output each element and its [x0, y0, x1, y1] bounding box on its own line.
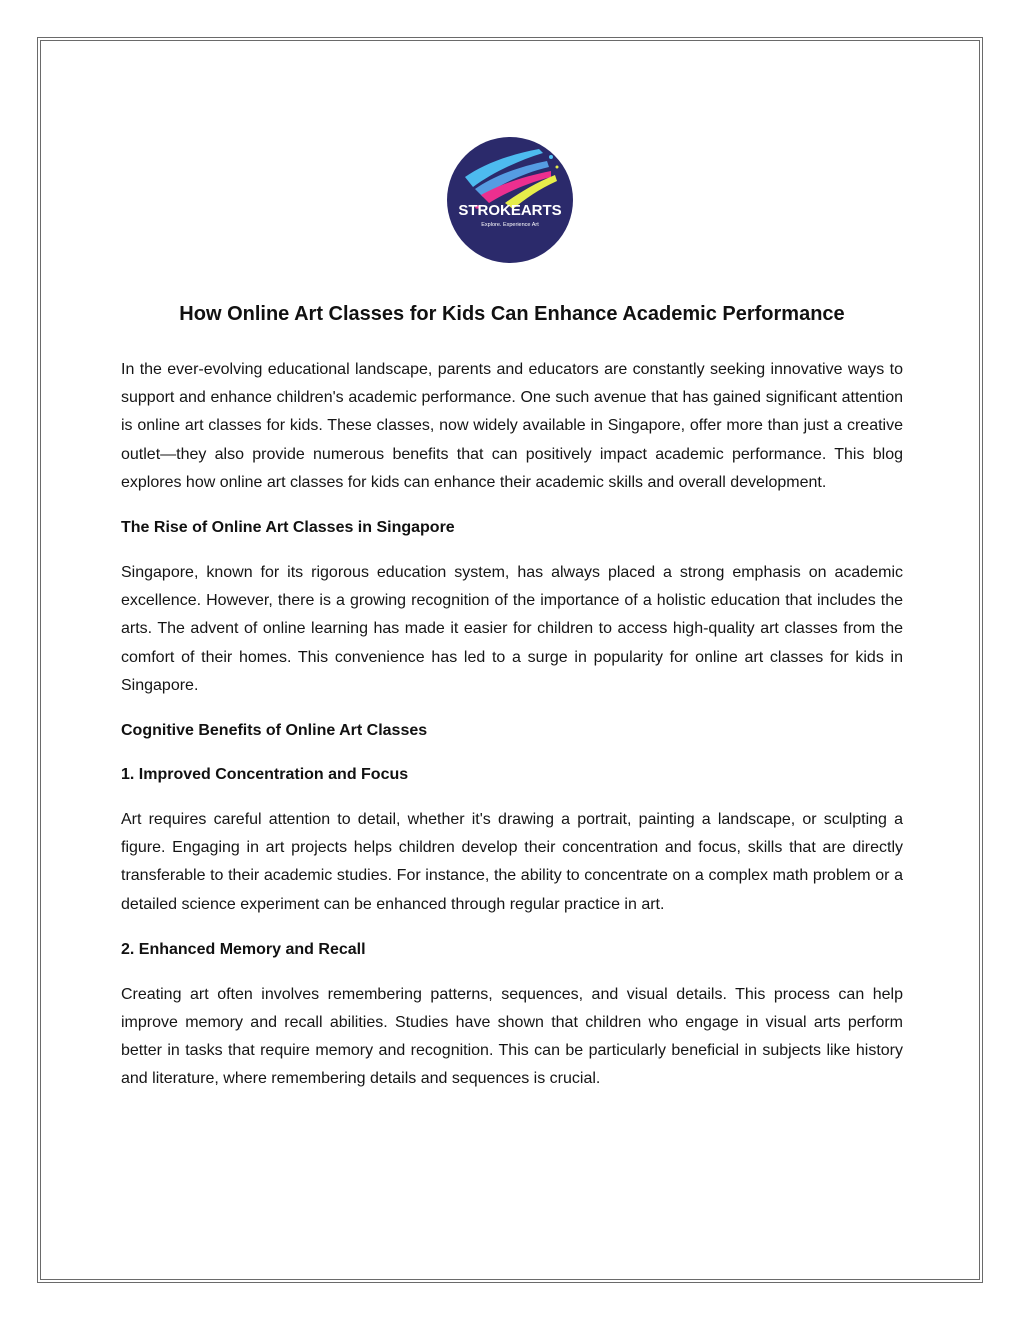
logo-graphic — [447, 137, 573, 263]
subsection-heading-concentration: 1. Improved Concentration and Focus — [121, 766, 409, 784]
document-title: How Online Art Classes for Kids Can Enhance Academic Performance — [179, 303, 845, 325]
document-body — [121, 300, 903, 1112]
logo-brand-text: STROKEARTS — [458, 202, 562, 219]
splatter-dot — [549, 155, 553, 159]
subsection-heading-memory: 2. Enhanced Memory and Recall — [121, 940, 366, 958]
subsection-paragraph-concentration: Art requires careful attention to detail, whether it's drawing a portrait, painting a landscape, or sculpting a figure. Engaging in art projects helps children develop their concentration and focus, skills that are directly transferable to their academic studies. For instance, the ability to concentrate on a complex math problem or a detailed science experiment can be enhanced through regular practice in art. — [121, 811, 903, 913]
section-heading-rise: The Rise of Online Art Classes in Singapore — [121, 519, 455, 537]
subsection-paragraph-memory: Creating art often involves remembering patterns, sequences, and visual details. This process can help improve memory and recall abilities. Studies have shown that children who engage in visual arts perform better in tasks that require memory and recognition. This can be particularly beneficial in subjects like history and literature, where remembering details and sequences is crucial. — [121, 985, 903, 1088]
strokearts-logo — [447, 137, 573, 263]
section-paragraph-rise: Singapore, known for its rigorous education system, has always placed a strong emphasis on academic excellence. However, there is a growing recognition of the importance of a holistic education that includes the arts. The advent of online learning has made it easier for children to access high-quality art classes from the comfort of their homes. This convenience has led to a surge in popularity for online art classes for kids in Singapore. — [121, 564, 903, 694]
section-heading-cognitive: Cognitive Benefits of Online Art Classes — [121, 722, 428, 740]
splatter-dot — [556, 166, 559, 169]
logo-tagline-text: Explore. Experience Art — [481, 222, 539, 228]
intro-paragraph: In the ever-evolving educational landscape, parents and educators are constantly seeking innovative ways to support and enhance children's academic performance. One such avenue that has gained significant attention is online art classes for kids. These classes, now widely available in Singapore, offer more than just a creative outlet—they also provide numerous benefits that can positively impact academic performance. This blog explores how online art classes for kids can enhance their academic skills and overall development. — [121, 361, 903, 491]
